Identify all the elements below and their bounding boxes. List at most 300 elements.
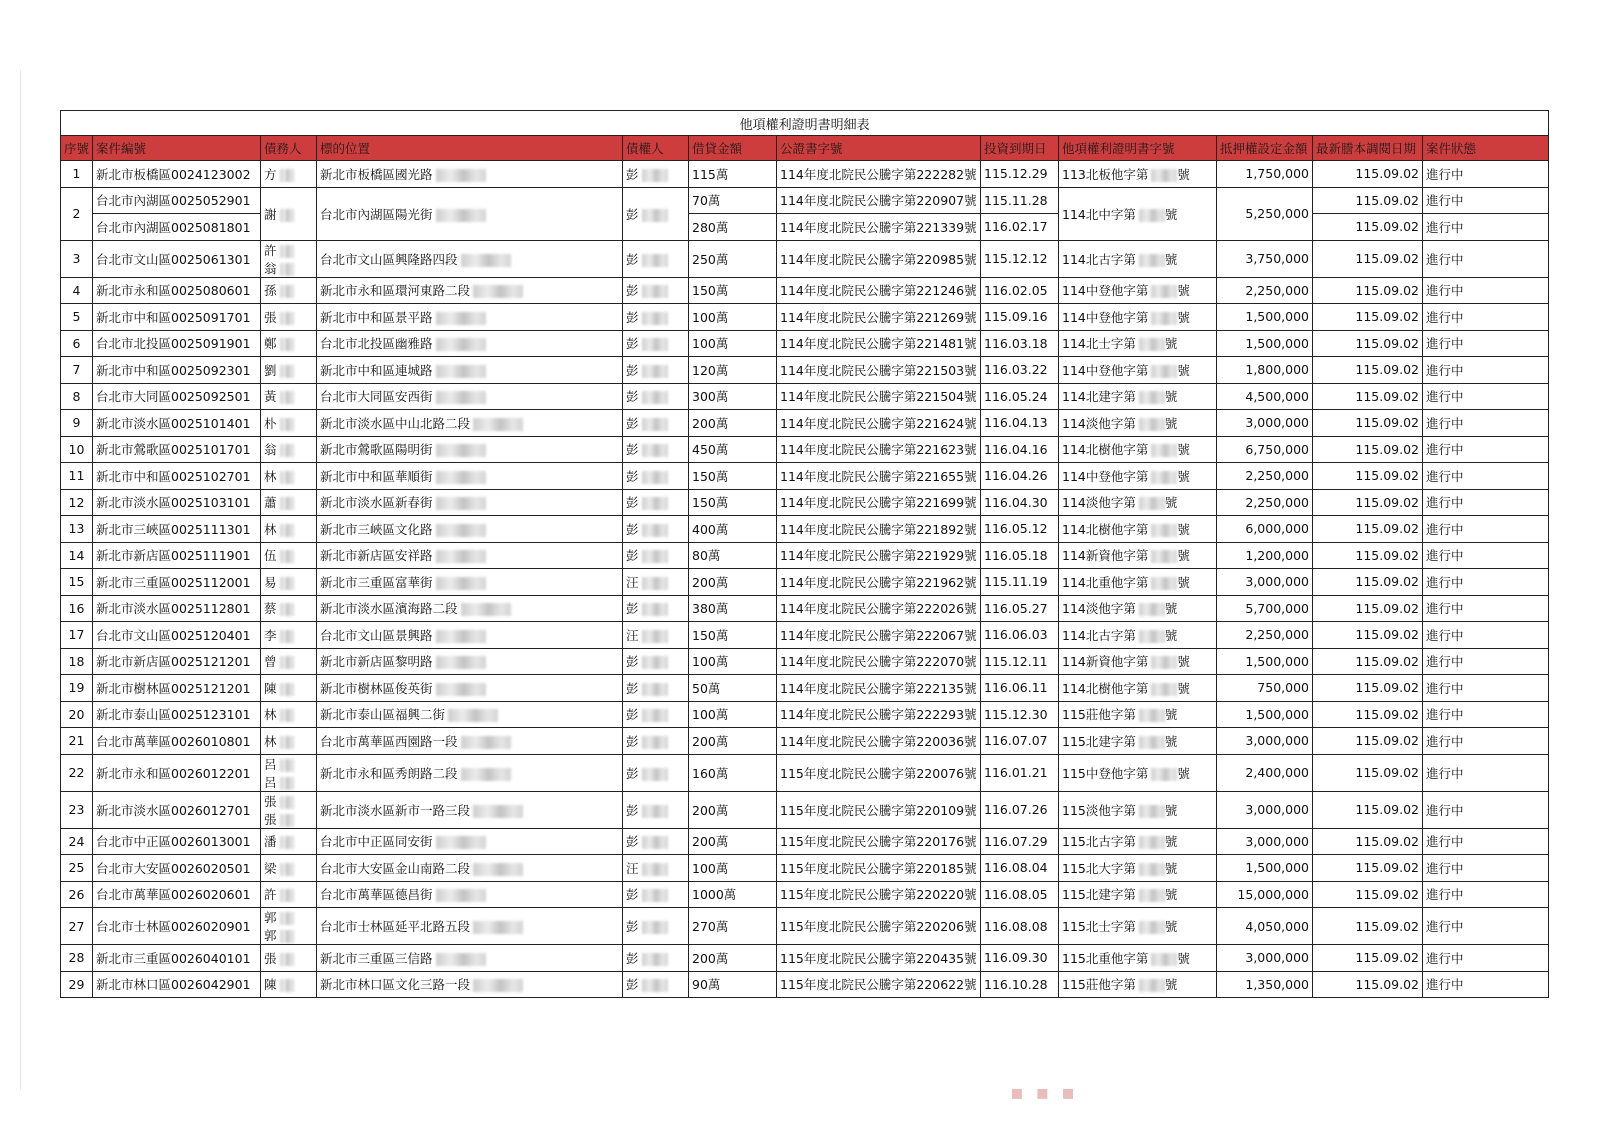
redaction-mark: [642, 889, 668, 902]
certificate-suffix: 號: [1177, 283, 1190, 299]
loan-amount-text: 250萬: [692, 251, 729, 267]
creditor-text: 彭: [626, 733, 639, 749]
loan-amount-text: 450萬: [692, 442, 729, 458]
debtor-text: 鄭: [264, 336, 277, 352]
certificate-number: [1059, 489, 1217, 516]
property-location-text: 新北市林口區文化三路一段: [320, 977, 471, 993]
transcript-date: [1313, 569, 1423, 596]
mortgage-amount-text: 1,500,000: [1245, 309, 1309, 325]
loan-amount: [689, 828, 777, 855]
redaction-mark: [473, 979, 523, 992]
creditor-text: 彭: [626, 283, 639, 299]
case-status: [1423, 542, 1549, 569]
case-number-text: 新北市三重區0025112001: [96, 574, 251, 590]
case-number-text: 新北市中和區0025091701: [96, 309, 251, 325]
table-row: [61, 304, 1549, 331]
case-number-text: 台北市中正區0026013001: [96, 834, 251, 850]
loan-amount: [689, 304, 777, 331]
redaction-mark: [436, 953, 486, 966]
notary-number: [777, 675, 981, 702]
property-location-text: 新北市三重區三信路: [320, 950, 433, 966]
property-location: [317, 881, 623, 908]
mortgage-amount: [1217, 304, 1313, 331]
loan-amount: [689, 595, 777, 622]
redaction-mark: [280, 759, 294, 772]
certificate-suffix: 號: [1177, 166, 1190, 182]
redaction-mark: [1139, 863, 1165, 876]
mortgage-amount-text: 750,000: [1257, 680, 1309, 696]
redaction-mark: [1139, 497, 1165, 510]
redaction-mark: [642, 285, 668, 298]
due-date-text: 116.02.17: [984, 219, 1048, 235]
redaction-mark: [1151, 577, 1177, 590]
row-number-text: 4: [72, 282, 81, 298]
notary-number: [777, 595, 981, 622]
certificate-number-text: 114北樹他字第: [1062, 442, 1149, 458]
loan-amount-text: 120萬: [692, 362, 729, 378]
transcript-date: [1313, 214, 1423, 241]
debtor-text: 林: [264, 468, 277, 484]
transcript-date-text: 115.09.02: [1355, 627, 1419, 643]
redaction-mark: [642, 768, 668, 781]
table-row: [61, 971, 1549, 998]
redaction-mark: [1139, 921, 1165, 934]
creditor: [623, 622, 689, 649]
case-number: [93, 971, 261, 998]
case-number: [93, 945, 261, 972]
mortgage-amount-text: 1,500,000: [1245, 860, 1309, 876]
due-date-text: 116.09.30: [984, 950, 1048, 966]
table-row: [61, 187, 1549, 214]
redaction-mark: [1151, 285, 1177, 298]
certificate-suffix: 號: [1164, 887, 1178, 903]
creditor-text: 汪: [626, 627, 639, 643]
redaction-mark: [473, 418, 523, 431]
certificate-number-text: 115北建字第: [1062, 887, 1136, 903]
certificate-number-text: 114北樹他字第: [1062, 521, 1149, 537]
certificate-number: [1059, 357, 1217, 384]
creditor-text: 彭: [626, 802, 639, 818]
case-number: [93, 330, 261, 357]
row-number: [61, 881, 93, 908]
due-date: [981, 516, 1059, 543]
debtor-text: 張: [264, 309, 277, 325]
notary-number-text: 115年度北院民公騰字第220176號: [780, 834, 977, 850]
transcript-date: [1313, 828, 1423, 855]
property-location: [317, 410, 623, 437]
transcript-date: [1313, 728, 1423, 755]
redaction-mark: [280, 656, 294, 669]
redaction-mark: [280, 338, 294, 351]
certificate-number-text: 114淡他字第: [1062, 601, 1136, 617]
certificate-suffix: 號: [1164, 627, 1178, 643]
redaction-mark: [461, 254, 511, 267]
creditor: [623, 855, 689, 882]
redaction-mark: [280, 418, 294, 431]
mortgage-amount-text: 5,250,000: [1245, 206, 1309, 221]
creditor-text: 彭: [626, 707, 639, 723]
due-date: [981, 463, 1059, 490]
table-title: 他項權利證明書明細表: [61, 111, 1549, 136]
case-status: [1423, 357, 1549, 384]
certificate-number-text: 114北中字第: [1062, 206, 1136, 222]
debtor: [261, 595, 317, 622]
redaction-mark: [642, 254, 668, 267]
property-location: [317, 828, 623, 855]
creditor-text: 彭: [626, 166, 639, 182]
case-status-text: 進行中: [1426, 166, 1464, 182]
notary-number: [777, 187, 981, 214]
debtor-text: 梁: [264, 860, 277, 876]
mortgage-amount-text: 3,000,000: [1245, 950, 1309, 966]
case-number-text: 台北市文山區0025120401: [96, 627, 251, 643]
table-row: [61, 383, 1549, 410]
mortgage-amount-text: 4,500,000: [1245, 388, 1309, 404]
redaction-mark: [436, 889, 486, 902]
property-location: [317, 971, 623, 998]
redaction-mark: [280, 796, 294, 809]
mortgage-amount-text: 2,250,000: [1245, 468, 1309, 484]
case-status: [1423, 330, 1549, 357]
loan-amount: [689, 516, 777, 543]
case-status: [1423, 277, 1549, 304]
notary-number: [777, 436, 981, 463]
case-number: [93, 463, 261, 490]
case-number-text: 新北市淡水區0025112801: [96, 601, 251, 617]
certificate-suffix: 號: [1164, 251, 1178, 267]
debtor-text: 伍: [264, 548, 277, 564]
certificate-suffix: 號: [1164, 415, 1178, 431]
creditor-text: 汪: [626, 860, 639, 876]
transcript-date: [1313, 410, 1423, 437]
row-number: [61, 357, 93, 384]
row-number: [61, 304, 93, 331]
table-row: [61, 648, 1549, 675]
redaction-mark: [642, 524, 668, 537]
case-status-text: 進行中: [1426, 548, 1464, 564]
mortgage-amount-text: 2,250,000: [1245, 627, 1309, 643]
debtor-second-text: 張: [264, 811, 277, 827]
property-location: [317, 161, 623, 188]
row-number: [61, 622, 93, 649]
case-number: [93, 542, 261, 569]
mortgage-amount: [1217, 489, 1313, 516]
notary-number-text: 114年度北院民公騰字第221339號: [780, 219, 977, 235]
certificate-number-text: 114淡他字第: [1062, 495, 1136, 511]
certificate-suffix: 號: [1164, 802, 1178, 818]
loan-amount-text: 200萬: [692, 733, 729, 749]
certificate-suffix: 號: [1164, 601, 1178, 617]
redaction-mark: [280, 550, 294, 563]
case-number-text: 台北市大同區0025092501: [96, 389, 251, 405]
case-status-text: 進行中: [1426, 627, 1464, 643]
property-location-text: 新北市永和區秀朗路二段: [320, 765, 458, 781]
certificate-number-text: 115莊他字第: [1062, 707, 1136, 723]
creditor: [623, 410, 689, 437]
loan-amount-text: 200萬: [692, 574, 729, 590]
row-number: [61, 828, 93, 855]
property-location: [317, 945, 623, 972]
debtor-text: 曾: [264, 654, 277, 670]
loan-amount-text: 150萬: [692, 495, 729, 511]
property-location-text: 新北市中和區華順街: [320, 468, 433, 484]
debtor: [261, 436, 317, 463]
case-number-text: 新北市淡水區0025103101: [96, 495, 251, 511]
transcript-date: [1313, 701, 1423, 728]
notary-number: [777, 383, 981, 410]
redaction-mark: [642, 312, 668, 325]
case-status-text: 進行中: [1426, 389, 1464, 405]
table-row: [61, 791, 1549, 828]
redaction-mark: [280, 577, 294, 590]
property-location-text: 台北市大安區金山南路二段: [320, 860, 471, 876]
transcript-date-text: 115.09.02: [1355, 950, 1419, 966]
debtor-second-text: 郭: [264, 928, 277, 943]
notary-number-text: 114年度北院民公騰字第220907號: [780, 193, 977, 209]
redaction-mark: [1151, 444, 1177, 457]
mortgage-amount-text: 5,700,000: [1245, 600, 1309, 616]
due-date-text: 115.09.16: [984, 309, 1048, 325]
row-number-text: 8: [72, 388, 81, 404]
due-date: [981, 855, 1059, 882]
row-number: [61, 383, 93, 410]
loan-amount: [689, 648, 777, 675]
case-number-text: 台北市士林區0026020901: [96, 919, 251, 934]
redaction-mark: [642, 169, 668, 182]
creditor: [623, 675, 689, 702]
due-date-text: 116.08.05: [984, 886, 1048, 902]
loan-amount-text: 200萬: [692, 802, 729, 818]
column-header: 案件編號: [93, 136, 261, 161]
row-number-text: 9: [72, 415, 81, 431]
redaction-mark: [436, 209, 486, 222]
case-number: [93, 881, 261, 908]
case-status: [1423, 463, 1549, 490]
redaction-mark: [280, 709, 294, 722]
transcript-date-text: 115.09.02: [1355, 282, 1419, 298]
due-date-text: 116.04.13: [984, 415, 1048, 431]
table-row: [61, 701, 1549, 728]
loan-amount-text: 150萬: [692, 283, 729, 299]
redaction-mark: [1139, 391, 1165, 404]
row-number-text: 10: [68, 441, 85, 457]
case-status: [1423, 622, 1549, 649]
notary-number: [777, 214, 981, 241]
mortgage-amount: [1217, 463, 1313, 490]
row-number-text: 5: [72, 309, 81, 325]
notary-number-text: 115年度北院民公騰字第220220號: [780, 887, 977, 903]
certificate-suffix: 號: [1177, 309, 1190, 325]
creditor: [623, 648, 689, 675]
mortgage-amount-text: 15,000,000: [1237, 886, 1309, 902]
property-location-text: 新北市三峽區文化路: [320, 521, 433, 537]
transcript-date-text: 115.09.02: [1355, 886, 1419, 902]
creditor-text: 彭: [626, 977, 639, 993]
debtor-text: 黃: [264, 389, 277, 405]
case-status-text: 進行中: [1426, 521, 1464, 537]
notary-number: [777, 357, 981, 384]
loan-amount: [689, 728, 777, 755]
loan-amount-text: 90萬: [692, 977, 721, 993]
loan-amount: [689, 410, 777, 437]
debtor: [261, 277, 317, 304]
redaction-mark: [448, 709, 498, 722]
notary-number-text: 114年度北院民公騰字第221246號: [780, 283, 977, 299]
redaction-mark: [461, 768, 511, 781]
case-number-text: 新北市泰山區0025123101: [96, 707, 251, 723]
due-date-text: 116.04.30: [984, 494, 1048, 510]
case-number-text: 新北市樹林區0025121201: [96, 680, 251, 696]
redaction-mark: [1139, 338, 1165, 351]
property-location-text: 新北市泰山區福興二街: [320, 707, 446, 723]
notary-number: [777, 881, 981, 908]
case-status: [1423, 410, 1549, 437]
due-date: [981, 701, 1059, 728]
case-number: [93, 277, 261, 304]
case-number-text: 新北市板橋區0024123002: [96, 166, 251, 182]
mortgage-amount: [1217, 908, 1313, 945]
case-status-text: 進行中: [1426, 950, 1464, 966]
loan-amount: [689, 675, 777, 702]
certificate-number: [1059, 908, 1217, 945]
case-status-text: 進行中: [1426, 251, 1464, 267]
column-header: 序號: [61, 136, 93, 161]
certificate-number: [1059, 622, 1217, 649]
certificate-number: [1059, 945, 1217, 972]
redaction-mark: [642, 709, 668, 722]
transcript-date: [1313, 675, 1423, 702]
debtor: [261, 945, 317, 972]
row-number: [61, 161, 93, 188]
row-number: [61, 595, 93, 622]
property-location-text: 新北市鶯歌區陽明街: [320, 442, 433, 458]
case-status: [1423, 908, 1549, 945]
debtor-text: 陳: [264, 680, 277, 696]
certificate-suffix: 號: [1177, 442, 1190, 458]
mortgage-amount-text: 6,750,000: [1245, 441, 1309, 457]
certificate-suffix: 號: [1177, 654, 1190, 670]
certificate-number: [1059, 675, 1217, 702]
redaction-mark: [436, 471, 486, 484]
transcript-date-text: 115.09.02: [1355, 733, 1419, 749]
notary-number: [777, 240, 981, 277]
notary-number: [777, 277, 981, 304]
row-number-text: 27: [68, 918, 85, 934]
redaction-mark: [1151, 953, 1177, 966]
certificate-number-text: 114北建字第: [1062, 389, 1136, 405]
case-status-text: 進行中: [1426, 495, 1464, 511]
debtor: [261, 728, 317, 755]
redaction-mark: [642, 209, 668, 222]
row-number: [61, 791, 93, 828]
creditor-text: 彭: [626, 415, 639, 431]
loan-amount: [689, 330, 777, 357]
loan-amount: [689, 240, 777, 277]
row-number-text: 16: [68, 600, 85, 616]
row-number: [61, 489, 93, 516]
due-date: [981, 945, 1059, 972]
column-header: 案件狀態: [1423, 136, 1549, 161]
certificate-number: [1059, 542, 1217, 569]
redaction-mark: [436, 444, 486, 457]
due-date-text: 115.12.11: [984, 653, 1048, 669]
debtor-text: 朴: [264, 415, 277, 431]
due-date: [981, 277, 1059, 304]
due-date: [981, 240, 1059, 277]
creditor: [623, 791, 689, 828]
due-date: [981, 330, 1059, 357]
certificate-number: [1059, 791, 1217, 828]
debtor: [261, 357, 317, 384]
creditor: [623, 569, 689, 596]
property-location: [317, 622, 623, 649]
notary-number: [777, 828, 981, 855]
table-row: [61, 728, 1549, 755]
row-number-text: 6: [72, 335, 81, 351]
debtor: [261, 489, 317, 516]
redaction-mark: [642, 921, 668, 934]
row-number-text: 15: [68, 574, 85, 590]
certificate-number: [1059, 383, 1217, 410]
redaction-mark: [280, 979, 294, 992]
redaction-mark: [642, 418, 668, 431]
creditor-text: 彭: [626, 654, 639, 670]
mortgage-amount: [1217, 622, 1313, 649]
certificate-suffix: 號: [1164, 495, 1178, 511]
notary-number: [777, 463, 981, 490]
case-status-text: 進行中: [1426, 977, 1464, 993]
creditor: [623, 383, 689, 410]
loan-amount-text: 200萬: [692, 950, 729, 966]
redaction-mark: [642, 736, 668, 749]
due-date-text: 115.12.30: [984, 706, 1048, 722]
creditor: [623, 828, 689, 855]
case-status-text: 進行中: [1426, 887, 1464, 903]
redaction-mark: [1151, 471, 1177, 484]
due-date-text: 115.11.28: [984, 192, 1048, 208]
certificate-suffix: 號: [1164, 919, 1178, 934]
column-header: 標的位置: [317, 136, 623, 161]
row-number: [61, 701, 93, 728]
row-number-text: 26: [68, 886, 85, 902]
table-row: [61, 754, 1549, 791]
loan-amount: [689, 945, 777, 972]
loan-amount-text: 100萬: [692, 860, 729, 876]
transcript-date-text: 115.09.02: [1355, 521, 1419, 537]
mortgage-amount: [1217, 240, 1313, 277]
case-status: [1423, 701, 1549, 728]
loan-amount-text: 1000萬: [692, 887, 737, 903]
due-date-text: 116.06.11: [984, 680, 1048, 696]
due-date-text: 116.07.26: [984, 802, 1048, 817]
creditor-text: 彭: [626, 950, 639, 966]
mortgage-amount: [1217, 410, 1313, 437]
notary-number: [777, 542, 981, 569]
mortgage-amount-text: 2,250,000: [1245, 282, 1309, 298]
case-status: [1423, 971, 1549, 998]
case-number: [93, 187, 261, 214]
transcript-date-text: 115.09.02: [1355, 441, 1419, 457]
redaction-mark: [280, 930, 294, 943]
debtor: [261, 463, 317, 490]
certificate-number-text: 114中登他字第: [1062, 309, 1149, 325]
certificate-number: [1059, 648, 1217, 675]
transcript-date: [1313, 542, 1423, 569]
loan-amount: [689, 791, 777, 828]
due-date-text: 116.05.27: [984, 600, 1048, 616]
property-location: [317, 357, 623, 384]
table-row: [61, 240, 1549, 277]
